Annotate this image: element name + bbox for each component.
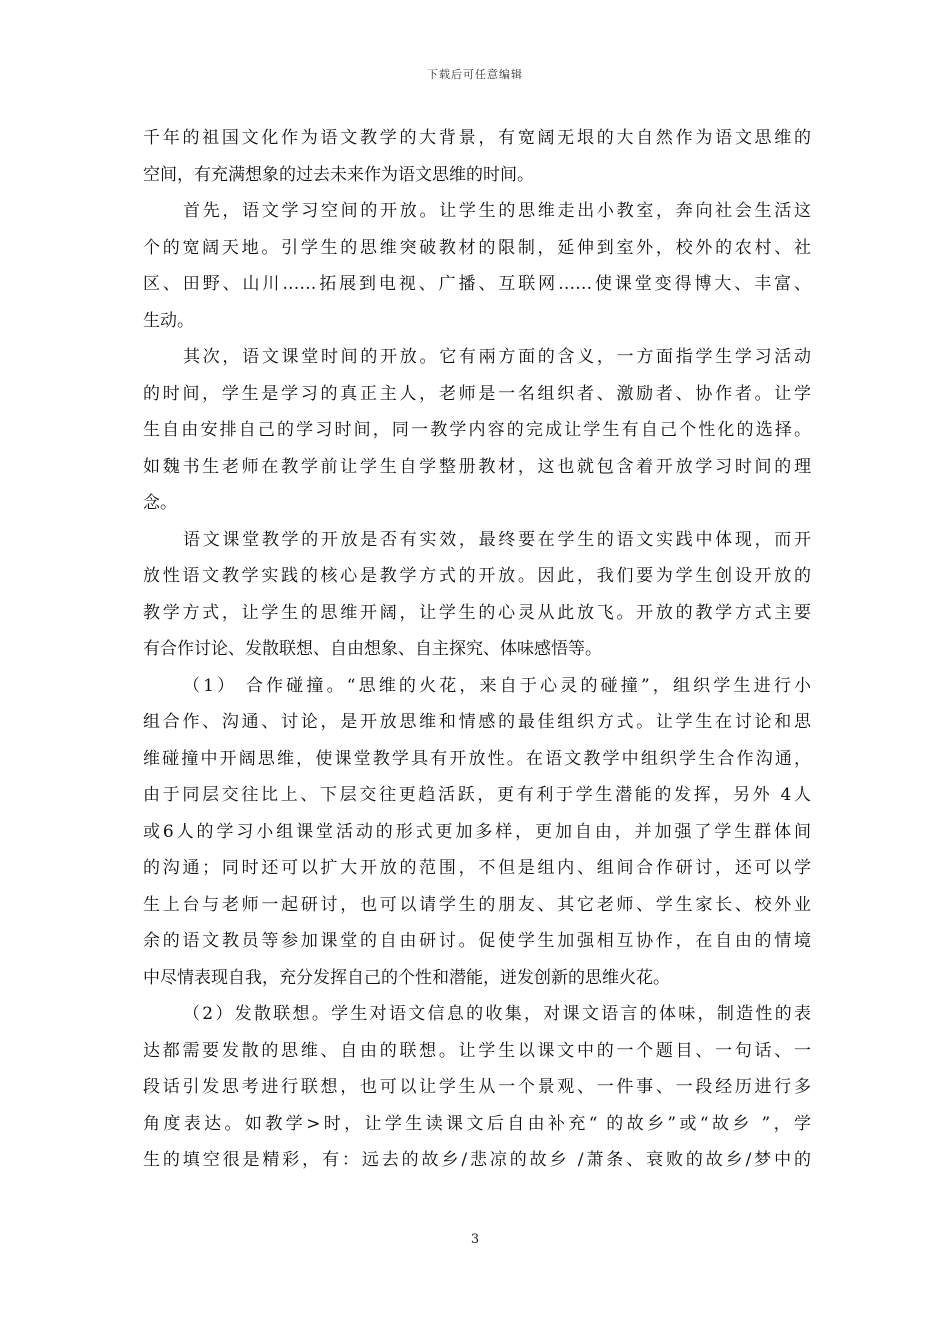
text-line: 达都需要发散的思维、自由的联想。让学生以课文中的一个题目、一句话、一: [143, 1040, 811, 1061]
text-line: 千年的祖国文化作为语文教学的大背景，有宽阔无垠的大自然作为语文思维的: [143, 128, 811, 148]
text-line: 中尽情表现自我，充分发挥自己的个性和潜能，迸发创新的思维火花。: [143, 967, 670, 988]
text-line: 区、田野、山川……拓展到电视、广播、互联网……使课堂变得博大、丰富、: [143, 274, 811, 294]
text-line: 教学方式，让学生的思维开阔，让学生的心灵从此放飞。开放的教学方式主要: [143, 602, 811, 623]
text-line: 或6人的学习小组课堂活动的形式更加多样，更加自由，并加强了学生群体间: [143, 821, 811, 842]
text-line: 生自由安排自己的学习时间，同一教学内容的完成让学生有自己个性化的选择。: [143, 420, 811, 440]
page-number: 3: [470, 1232, 480, 1247]
text-line: 生的填空很是精彩，有：远去的故乡/悲凉的故乡 /萧条、衰败的故乡/梦中的: [143, 1150, 811, 1170]
text-line: 由于同层交往比上、下层交往更趋活跃，更有利于学生潜能的发挥，另外 4人: [143, 785, 811, 805]
text-line: 念。: [143, 493, 177, 513]
text-line: 余的语文教员等参加课堂的自由研讨。促使学生加强相互协作，在自由的情境: [143, 931, 811, 951]
text-line: 角度表达。如教学>时，让学生读课文后自由补充“ 的故乡”或“故乡 ”，学: [143, 1113, 811, 1134]
text-line: 组合作、沟通、讨论，是开放思维和情感的最佳组织方式。让学生在讨论和思: [143, 712, 811, 732]
text-line: 段话引发思考进行联想，也可以让学生从一个景观、一件事、一段经历进行多: [143, 1077, 811, 1097]
text-line: 的沟通；同时还可以扩大开放的范围，不但是组内、组间合作研讨，还可以学: [143, 858, 811, 878]
text-line: 生动。: [143, 310, 194, 331]
text-line: 的时间，学生是学习的真正主人，老师是一名组织者、激励者、协作者。让学: [143, 383, 811, 404]
text-line: （2）发散联想。学生对语文信息的收集，对课文语言的体味，制造性的表: [183, 1004, 811, 1024]
text-line: 如魏书生老师在教学前让学生自学整册教材，这也就包含着开放学习时间的理: [143, 456, 811, 477]
text-line: 有合作讨论、发散联想、自由想象、自主探究、体味感悟等。: [143, 639, 602, 659]
page-header: 下载后可任意编辑: [427, 68, 523, 81]
text-line: 其次，语文课堂时间的开放。它有兩方面的含义，一方面指学生学习活动: [183, 347, 811, 367]
text-line: 空间，有充满想象的过去未来作为语文思维的时间。: [143, 164, 534, 185]
text-line: 维碰撞中开阔思维，使课堂教学具有开放性。在语文教学中组织学生合作沟通，: [143, 748, 811, 769]
text-line: （1） 合作碰撞。“思维的火花，来自于心灵的碰撞”，组织学生进行小: [183, 675, 811, 696]
document-body: [143, 120, 811, 1179]
text-line: 个的宽阔天地。引学生的思维突破教材的限制，延伸到室外，校外的农村、社: [143, 237, 811, 258]
text-line: 首先，语文学习空间的开放。让学生的思维走出小教室，奔向社会生活这: [183, 201, 811, 221]
text-line: 放性语文教学实践的核心是教学方式的开放。因此，我们要为学生创设开放的: [143, 566, 811, 586]
text-line: 语文课堂教学的开放是否有实效，最终要在学生的语文实践中体现，而开: [183, 529, 811, 550]
text-line: 生上台与老师一起研讨，也可以请学生的朋友、其它老师、学生家长、校外业: [143, 894, 811, 915]
